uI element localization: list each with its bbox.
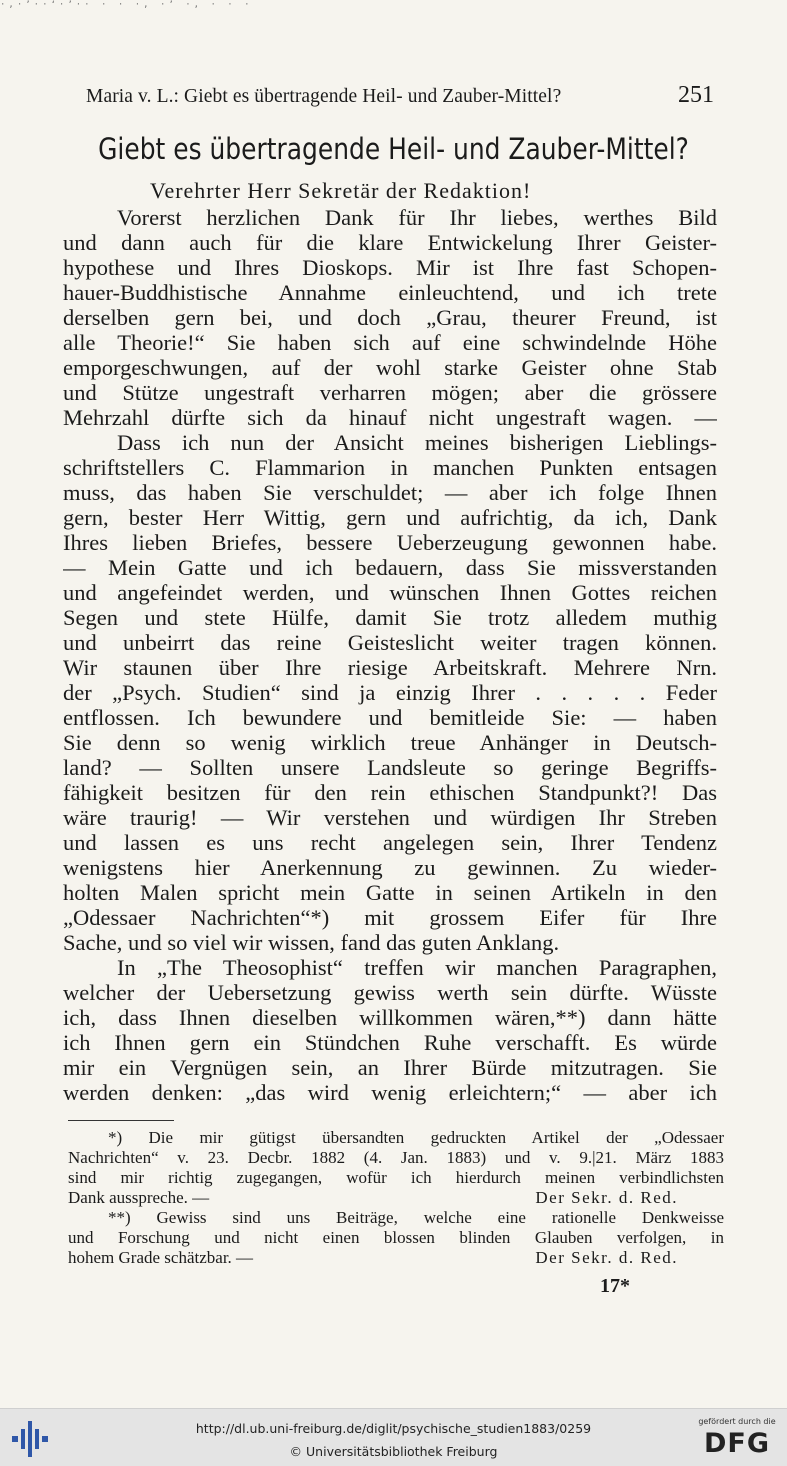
footnote-divider xyxy=(68,1120,174,1121)
body-line: ich Ihnen gern ein Stündchen Ruhe verschafft. Es würde xyxy=(63,1030,717,1055)
body-line: und lassen es uns recht angelegen sein, Ihrer Tendenz xyxy=(63,830,717,855)
body-line: mir ein Vergnügen sein, an Ihrer Bürde mitzutragen. Sie xyxy=(63,1055,717,1080)
body-line: fähigkeit besitzen für den rein ethischen Standpunkt?! Das xyxy=(63,780,717,805)
footnote-line-end: Dank ausspreche. — xyxy=(68,1188,210,1207)
body-line: und angefeindet werden, und wünschen Ihnen Gottes reichen xyxy=(63,580,717,605)
body-line: wenigstens hier Anerkennung zu gewinnen. Zu wieder- xyxy=(63,855,717,880)
running-head xyxy=(86,82,716,110)
body-line: und dann auch für die klare Entwickelung Ihrer Geister- xyxy=(63,230,717,255)
printer-signature-mark: 17* xyxy=(600,1275,630,1297)
footnote-signature-line xyxy=(68,1188,724,1208)
body-line: gern, bester Herr Wittig, gern und aufrichtig, da ich, Dank xyxy=(63,505,717,530)
body-line: wäre traurig! — Wir verstehen und würdigen Ihr Streben xyxy=(63,805,717,830)
body-line: Dass ich nun der Ansicht meines bisherigen Lieblings- xyxy=(117,430,717,455)
footnote-signer: Der Sekr. d. Red. xyxy=(535,1188,678,1207)
footnote-signature-line xyxy=(68,1248,724,1268)
body-line: hypothese und Ihres Dioskops. Mir ist Ihre fast Schopen- xyxy=(63,255,717,280)
footnote-line: **) Gewiss sind uns Beiträge, welche eine rationelle Denkweisse xyxy=(108,1208,724,1227)
body-line: werden denken: „das wird wenig erleichtern;“ — aber ich xyxy=(63,1080,717,1105)
body-line: Segen und stete Hülfe, damit Sie trotz alledem muthig xyxy=(63,605,717,630)
footnote-line: *) Die mir gütigst übersandten gedruckten Artikel der „Odessaer xyxy=(108,1128,724,1147)
body-line: entflossen. Ich bewundere und bemitleide Sie: — haben xyxy=(63,705,717,730)
body-line: und unbeirrt das reine Geisteslicht weiter tragen können. xyxy=(63,630,717,655)
funding-note: gefördert durch die xyxy=(698,1417,776,1426)
permalink-url[interactable]: http://dl.ub.uni-freiburg.de/diglit/psychische_studien1883/0259 xyxy=(195,1421,592,1436)
footnote-line: Nachrichten“ v. 23. Decbr. 1882 (4. Jan. 1883) und v. 9.|21. März 1883 xyxy=(68,1148,724,1167)
footnote-line: und Forschung und nicht einen blossen blinden Glauben verfolgen, in xyxy=(68,1228,724,1247)
running-head-title: Maria v. L.: Giebt es übertragende Heil- und Zauber-Mittel? xyxy=(86,86,562,107)
body-line: holten Malen spricht mein Gatte in seinen Artikeln in den xyxy=(63,880,717,905)
footnote-line: sind mir richtig zugegangen, wofür ich hierdurch meinen verbindlichsten xyxy=(68,1168,724,1187)
viewer-footer xyxy=(0,1408,787,1466)
scan-specks: ·,·ʼ··ʻ·ʼ·· · · ·, ·ʼ ·, · · · xyxy=(0,0,253,10)
body-line: und Stütze ungestraft verharren mögen; aber die grössere xyxy=(63,380,717,405)
dfg-logo: DFG xyxy=(703,1428,771,1459)
body-line: hauer-Buddhistische Annahme einleuchtend, und ich trete xyxy=(63,280,717,305)
body-line: Vorerst herzlichen Dank für Ihr liebes, werthes Bild xyxy=(117,205,717,230)
body-line: welcher der Uebersetzung gewiss werth sein dürfte. Wüsste xyxy=(63,980,717,1005)
salutation: Verehrter Herr Sekretär der Redaktion! xyxy=(150,178,532,203)
body-line: Sie denn so wenig wirklich treue Anhänger in Deutsch- xyxy=(63,730,717,755)
body-line: — Mein Gatte und ich bedauern, dass Sie missverstanden xyxy=(63,555,717,580)
copyright-notice: © Universitätsbibliothek Freiburg xyxy=(289,1444,498,1459)
body-line: Ihres lieben Briefes, bessere Ueberzeugung gewonnen habe. xyxy=(63,530,717,555)
body-line: der „Psych. Studien“ sind ja einzig Ihrer . . . . . Feder xyxy=(63,680,717,705)
body-line: schriftstellers C. Flammarion in manchen Punkten entsagen xyxy=(63,455,717,480)
body-line: ich, dass Ihnen dieselben willkommen wären,**) dann hätte xyxy=(63,1005,717,1030)
page-number: 251 xyxy=(678,82,714,108)
footnotes xyxy=(68,1128,724,1268)
body-line: „Odessaer Nachrichten“*) mit grossem Eifer für Ihre xyxy=(63,905,717,930)
article-title: Giebt es übertragende Heil- und Zauber-Mittel? xyxy=(98,132,689,166)
body-line: In „The Theosophist“ treffen wir manchen Paragraphen, xyxy=(117,955,717,980)
body-line: Wir staunen über Ihre riesige Arbeitskraft. Mehrere Nrn. xyxy=(63,655,717,680)
body-line: land? — Sollten unsere Landsleute so geringe Begriffs- xyxy=(63,755,717,780)
article-body xyxy=(63,205,717,1105)
body-line: derselben gern bei, und doch „Grau, theurer Freund, ist xyxy=(63,305,717,330)
body-line: Mehrzahl dürfte sich da hinauf nicht ungestraft wagen. — xyxy=(63,405,717,430)
body-line: emporgeschwungen, auf der wohl starke Geister ohne Stab xyxy=(63,355,717,380)
body-line: Sache, und so viel wir wissen, fand das guten Anklang. xyxy=(63,930,560,955)
body-line: muss, das haben Sie verschuldet; — aber ich folge Ihnen xyxy=(63,480,717,505)
footnote-signer: Der Sekr. d. Red. xyxy=(535,1248,678,1267)
footnote-line-end: hohem Grade schätzbar. — xyxy=(68,1248,254,1267)
body-line: alle Theorie!“ Sie haben sich auf eine schwindelnde Höhe xyxy=(63,330,717,355)
